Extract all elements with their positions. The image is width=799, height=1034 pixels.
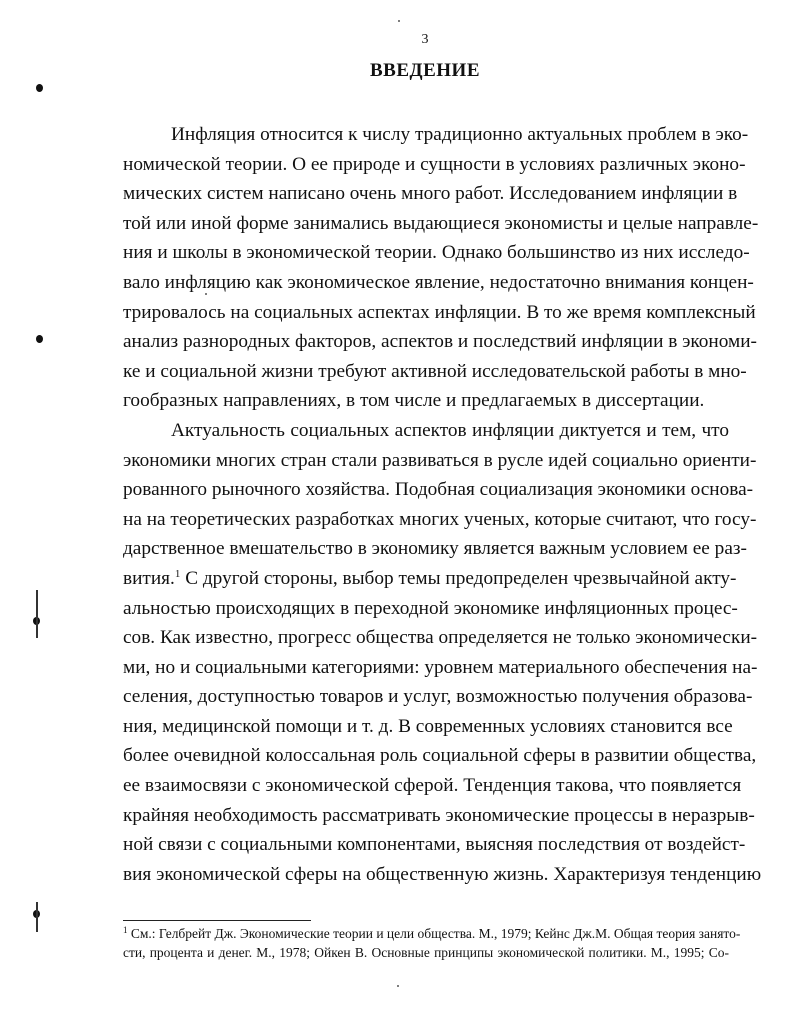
body-text bbox=[123, 120, 762, 889]
text-line: сов. Как известно, прогресс общества определяется не только экономически- bbox=[123, 627, 758, 649]
text-line: вало инфляцию как экономическое явление, недостаточно внимания концен- bbox=[123, 271, 754, 293]
footnote bbox=[123, 924, 741, 962]
text-line: ее взаимосвязи с экономической сферой. Тенденция такова, что появляется bbox=[123, 775, 742, 797]
text-fragment: С другой стороны, выбор темы предопределен чрезвычайной акту- bbox=[185, 567, 737, 589]
scan-speck bbox=[397, 985, 399, 987]
scan-edge-line bbox=[36, 902, 38, 932]
page-number: 3 bbox=[421, 32, 429, 47]
text-line: номической теории. О ее природе и сущности в условиях различных эконо- bbox=[123, 153, 746, 175]
text-line: селения, доступностью товаров и услуг, возможностью получения образова- bbox=[123, 686, 753, 708]
footnote-text: См.: Гелбрейт Дж. Экономические теории и цели общества. М., 1979; Кейнс Дж.М. Общая теория занято- bbox=[130, 926, 741, 941]
text-line: экономики многих стран стали развиваться в русле идей социально ориенти- bbox=[123, 449, 757, 471]
text-line: альностью происходящих в переходной экономике инфляционных процес- bbox=[123, 597, 738, 619]
scan-edge-line bbox=[36, 590, 38, 638]
footnote-line: сти, процента и денег. М., 1978; Ойкен В. Основные принципы экономической политики. М., 1995; Со- bbox=[123, 945, 729, 960]
text-line: вия экономической сферы на общественную жизнь. Характеризуя тенденцию bbox=[123, 863, 762, 885]
text-line: ной связи с социальными компонентами, выясняя последствия от воздейст- bbox=[123, 834, 746, 856]
text-line: ния, медицинской помощи и т. д. В современных условиях становится все bbox=[123, 715, 733, 737]
page-title: ВВЕДЕНИЕ bbox=[370, 60, 480, 81]
text-line: Актуальность социальных аспектов инфляции диктуется и тем, что bbox=[171, 419, 729, 441]
text-line: крайняя необходимость рассматривать экономические процессы в неразрыв- bbox=[123, 804, 755, 826]
scan-speck bbox=[398, 20, 400, 22]
text-line: ния и школы в экономической теории. Однако большинство из них исследо- bbox=[123, 242, 750, 264]
text-line: трировалось на социальных аспектах инфляции. В то же время комплексный bbox=[123, 301, 756, 323]
text-line-with-footnote bbox=[123, 564, 737, 594]
text-line: той или иной форме занимались выдающиеся экономисты и целые направле- bbox=[123, 212, 759, 234]
footnote-line bbox=[123, 924, 741, 943]
text-line: гообразных направлениях, в том числе и предлагаемых в диссертации. bbox=[123, 390, 705, 412]
punch-hole-mark bbox=[36, 84, 43, 92]
footnote-marker: 1 bbox=[123, 925, 128, 935]
text-fragment: вития. bbox=[123, 567, 175, 589]
footnote-separator bbox=[123, 920, 311, 921]
footnote-reference: 1 bbox=[174, 567, 181, 580]
text-line: более очевидной колоссальная роль социальной сферы в развитии общества, bbox=[123, 745, 757, 767]
text-line: мических систем написано очень много работ. Исследованием инфляции в bbox=[123, 183, 738, 205]
text-line: анализ разнородных факторов, аспектов и последствий инфляции в экономи- bbox=[123, 331, 757, 353]
text-line: рованного рыночного хозяйства. Подобная социализация экономики основа- bbox=[123, 479, 754, 501]
text-line: ми, но и социальными категориями: уровнем материального обеспечения на- bbox=[123, 656, 758, 678]
text-line: ке и социальной жизни требуют активной исследовательской работы в мно- bbox=[123, 360, 747, 382]
punch-hole-mark bbox=[36, 335, 43, 343]
text-line: на на теоретических разработках многих ученых, которые считают, что госу- bbox=[123, 508, 757, 530]
text-line: Инфляция относится к числу традиционно актуальных проблем в эко- bbox=[171, 124, 749, 145]
text-line: дарственное вмешательство в экономику является важным условием ее раз- bbox=[123, 538, 747, 560]
